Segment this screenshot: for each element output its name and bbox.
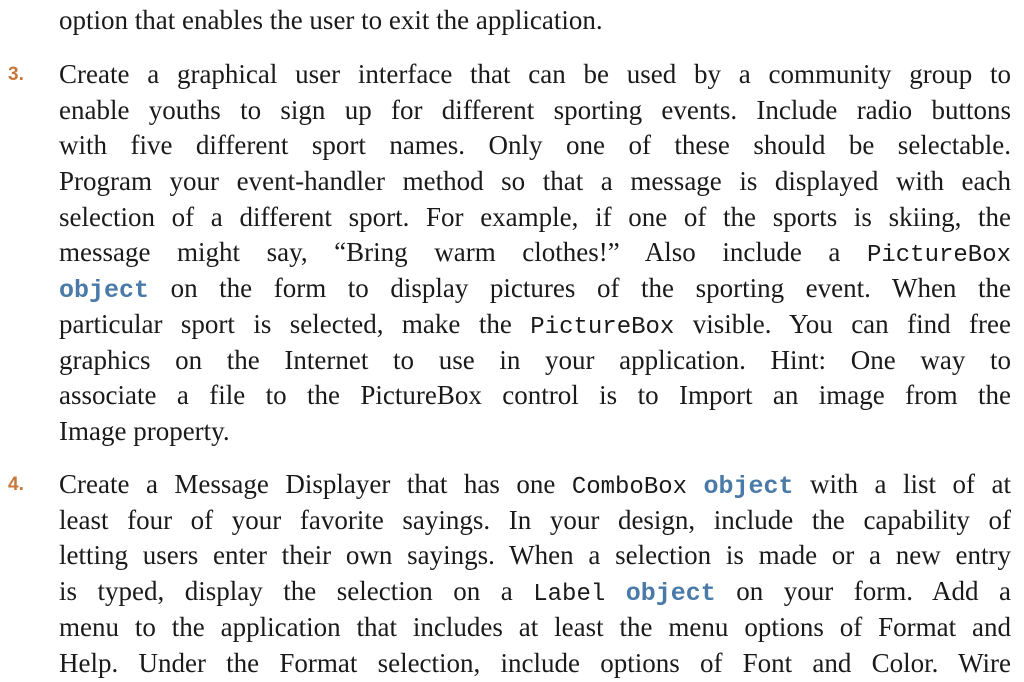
- item-4-text: with a list of at: [810, 469, 1012, 499]
- item-4-number: 4.: [8, 474, 24, 495]
- item-3-line: [59, 270, 1011, 309]
- item-4-line: least four of your favorite sayings. In your design, include the capability of: [59, 505, 1011, 535]
- item-3-line: enable youths to sign up for different sporting events. Include radio buttons: [59, 95, 1011, 125]
- item-3-line: graphics on the Internet to use in your application. Hint: One way to: [59, 345, 1011, 375]
- code-combobox: ComboBox: [571, 474, 688, 501]
- code-label: Label: [533, 581, 606, 608]
- item-3-line: Image property.: [59, 416, 230, 446]
- item-3-text: visible. You can find free: [692, 309, 1011, 339]
- item-4-line: Help. Under the Format selection, include options of Font and Color. Wire: [59, 648, 1011, 678]
- item-4-text: on your form. Add a: [736, 576, 1012, 606]
- item-3-line: [59, 306, 1011, 346]
- item-3-text: particular sport is selected, make the: [59, 309, 512, 339]
- item-3-line: Create a graphical user interface that can be used by a community group to: [59, 59, 1011, 89]
- item-4-text: is typed, display the selection on a: [59, 576, 513, 606]
- item-3-text: on the form to display pictures of the sporting event. When the: [170, 273, 1011, 303]
- item-3-number: 3.: [8, 64, 24, 85]
- item-3-line: associate a file to the PictureBox control is to Import an image from the: [59, 380, 1011, 410]
- item-3-line: with five different sport names. Only one of these should be selectable.: [59, 130, 1011, 160]
- keyword-object: object: [59, 276, 150, 305]
- item-4-line: [59, 466, 1011, 506]
- item-4-text: Create a Message Displayer that has one: [59, 469, 556, 499]
- item-3-line: [59, 234, 1011, 274]
- item-3-line: selection of a different sport. For example, if one of the sports is skiing, the: [59, 202, 1011, 232]
- item-3-line: Program your event-handler method so that a message is displayed with each: [59, 166, 1011, 196]
- keyword-object: object: [625, 579, 716, 608]
- item-4-line: [59, 573, 1011, 613]
- item-3-text: message might say, “Bring warm clothes!” Also include a: [59, 237, 841, 267]
- item-4-line: menu to the application that includes at least the menu options of Format and: [59, 612, 1011, 642]
- previous-item-tail: option that enables the user to exit the application.: [59, 5, 603, 35]
- item-4-line: letting users enter their own sayings. When a selection is made or a new entry: [59, 540, 1011, 570]
- keyword-object: object: [703, 472, 794, 501]
- code-picturebox: PictureBox: [530, 314, 675, 341]
- code-picturebox: PictureBox: [866, 242, 1011, 269]
